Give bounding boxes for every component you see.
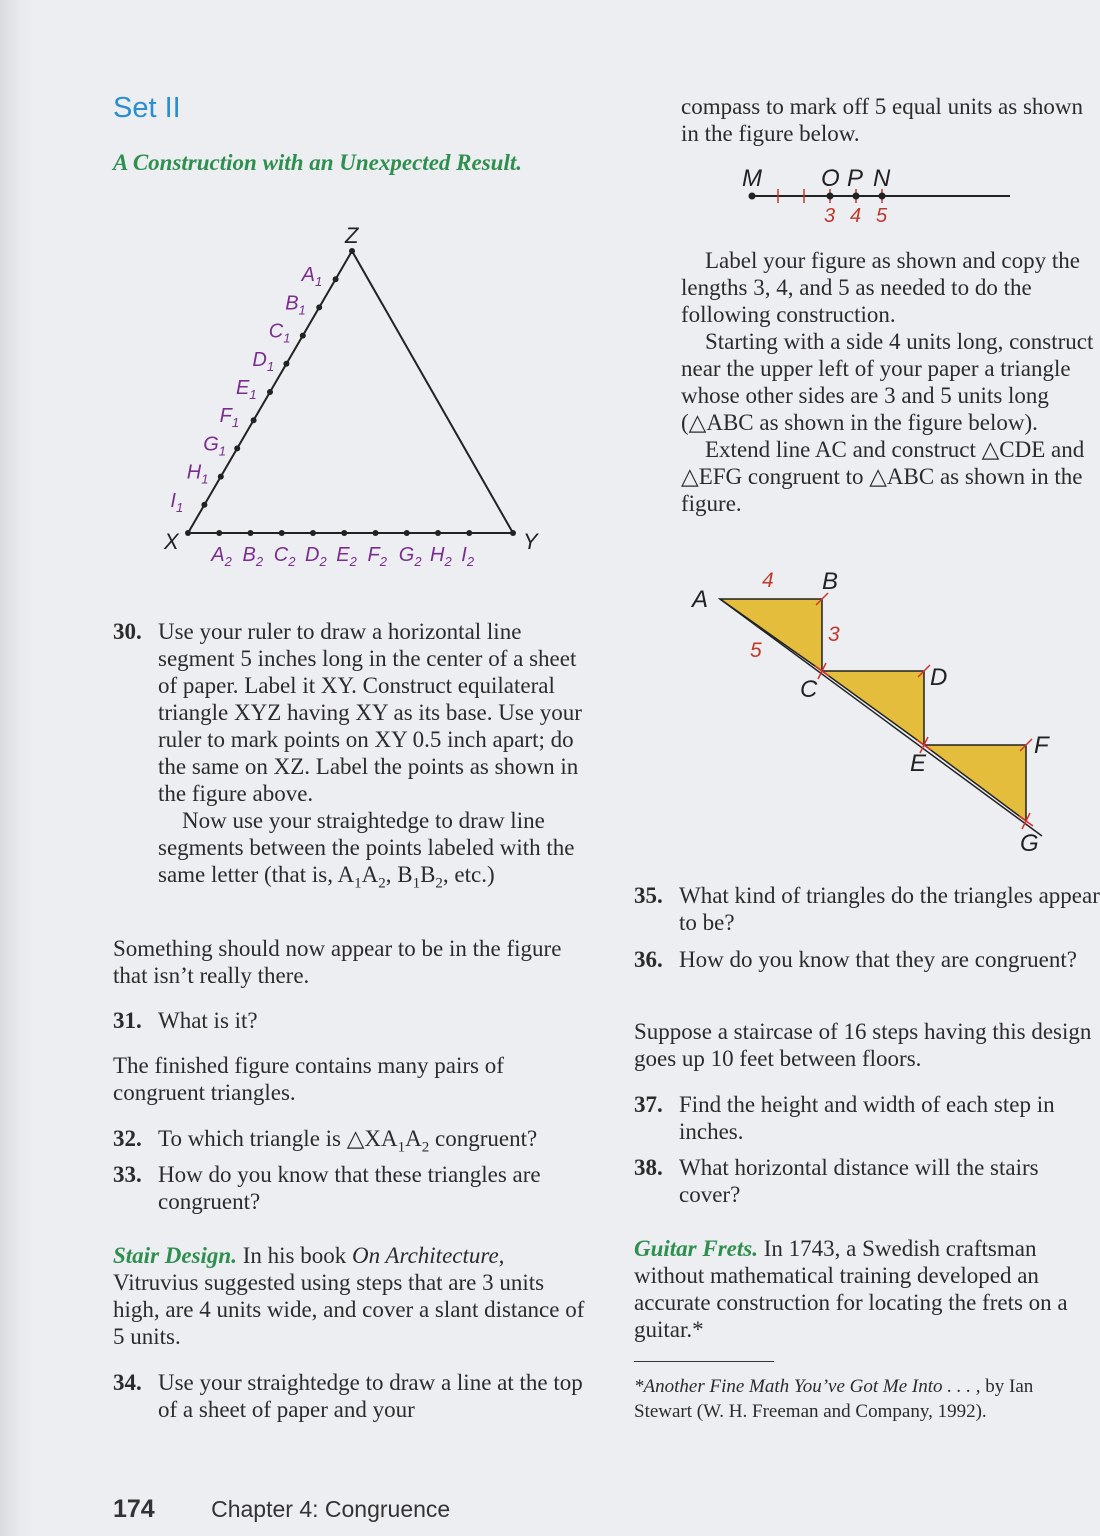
left-column	[113, 618, 593, 898]
set-title: Set II	[113, 92, 181, 124]
vertex-label-z: Z	[345, 223, 359, 248]
exercise-number: 30.	[113, 619, 142, 644]
paragraph-label-figure: Label your figure as shown and copy the lengths 3, 4, and 5 as needed to do the following construction.	[681, 248, 1080, 327]
staircase-geometry	[690, 568, 1050, 857]
exercise-32-text: To which triangle is $\triangle XA_1A_2$ congruent?	[158, 1126, 538, 1156]
congruent-triangle	[822, 671, 924, 745]
side-point-label: $E_1$	[236, 377, 257, 402]
base-point-dot	[216, 530, 222, 536]
label-f: F	[1034, 732, 1049, 759]
label-a: A	[692, 586, 709, 613]
base-point-label: $D_2$	[305, 544, 327, 569]
exercise-30	[113, 618, 593, 898]
exercise-number: 38.	[634, 1155, 663, 1180]
suppose-para-wrap	[634, 1018, 1100, 1072]
base-point-dot	[248, 530, 254, 536]
stair-design-heading: Stair Design.	[113, 1243, 237, 1268]
exercise-number: 37.	[634, 1092, 663, 1117]
exercise-number: 36.	[634, 947, 663, 972]
number-line-figure	[730, 158, 1030, 230]
base-point-label: $F_2$	[367, 544, 387, 569]
exercise-33-wrap	[113, 1161, 593, 1215]
stair-design-paragraph	[113, 1242, 593, 1350]
guitar-para-wrap	[634, 1235, 1100, 1343]
footnote-book-title: *Another Fine Math You’ve Got Me Into . . . ,	[634, 1376, 981, 1397]
label-p: P	[847, 165, 864, 192]
tick-label: 5	[876, 205, 888, 227]
staircase-figure	[680, 565, 1100, 865]
page-footer	[113, 1495, 450, 1524]
section-subheading: A Construction with an Unexpected Result.	[113, 150, 522, 175]
base-point-label: $I_2$	[461, 544, 475, 569]
side-point-label: $F_1$	[219, 405, 240, 431]
base-point-dot	[310, 530, 316, 536]
label-o: O	[821, 165, 840, 192]
side-point-label: $H_1$	[186, 461, 209, 487]
exercise-36	[634, 946, 1100, 973]
stair-text-a: In his book	[236, 1243, 352, 1268]
label-b: B	[822, 568, 839, 595]
side-point-label: $B_1$	[285, 292, 306, 318]
side-point-dot	[283, 361, 289, 367]
side-point-dot	[316, 304, 322, 310]
exercise-35-text: What kind of triangles do the triangles appear to be?	[679, 883, 1100, 935]
paragraph-congruent-pairs: The finished figure contains many pairs of congruent triangles.	[113, 1053, 504, 1105]
exercise-33-text: How do you know that these triangles are congruent?	[158, 1162, 541, 1214]
side-point-label: $D_1$	[252, 348, 275, 374]
exercise-31	[113, 1007, 593, 1034]
exercise-38-text: What horizontal distance will the stairs cover?	[679, 1155, 1039, 1207]
page-binding-shadow	[0, 0, 34, 1536]
tick-label: 4	[850, 205, 862, 227]
exercise-38-wrap	[634, 1154, 1100, 1208]
unit-point	[827, 193, 834, 200]
side-point-dot	[251, 417, 257, 423]
vertex-dot	[185, 530, 191, 536]
base-point-dot	[466, 530, 472, 536]
exercise-34-cont-text: compass to mark off 5 equal units as shown in the figure below.	[681, 94, 1084, 146]
side-point-dot	[218, 474, 224, 480]
guitar-frets-paragraph	[634, 1235, 1100, 1343]
base-point-dot	[279, 530, 285, 536]
triangle-xyz-figure	[150, 215, 570, 575]
paragraph-something: Something should now appear to be in the figure that isn’t really there.	[113, 936, 562, 988]
label-e: E	[910, 750, 927, 777]
extended-line-ac	[720, 599, 1042, 836]
exercise-34-continued	[634, 93, 1100, 147]
page-number: 174	[113, 1495, 155, 1523]
exercise-number: 33.	[113, 1162, 142, 1187]
footnote-rule	[634, 1361, 774, 1362]
base-point-dot	[435, 530, 441, 536]
base-point-dot	[341, 530, 347, 536]
exercise-number: 31.	[113, 1008, 142, 1033]
footnote-citation: by Ian Stewart (W. H. Freeman and Company, 1992).	[634, 1376, 1034, 1422]
exercise-32	[113, 1125, 593, 1162]
left-column-para1	[113, 935, 593, 989]
exercise-36-wrap	[634, 946, 1100, 973]
congruent-triangle	[924, 745, 1026, 821]
label-d: D	[930, 664, 948, 691]
vertex-label-y: Y	[523, 529, 538, 554]
exercise-37	[634, 1091, 1100, 1145]
base-point-dot	[373, 530, 379, 536]
exercise-37-wrap	[634, 1091, 1100, 1145]
footnote	[634, 1374, 1094, 1424]
chapter-title: Chapter 4: Congruence	[211, 1496, 451, 1522]
label-g: G	[1020, 830, 1039, 857]
base-point-label: $B_2$	[242, 544, 264, 569]
side-point-label: $A_1$	[301, 264, 323, 290]
exercise-38	[634, 1154, 1100, 1208]
book-title: On Architecture,	[351, 1243, 505, 1268]
base-point-label: $E_2$	[336, 544, 357, 569]
exercise-31-text: What is it?	[158, 1008, 258, 1033]
exercise-34-wrap	[113, 1369, 593, 1423]
exercise-35-wrap	[634, 882, 1100, 936]
paragraph-starting: Starting with a side 4 units long, construct near the upper left of your paper a triangle whose other sides are 3 and 5 units long (△ABC as shown in the figure below).	[681, 329, 1094, 435]
exercise-34	[113, 1369, 593, 1423]
exercise-33	[113, 1161, 593, 1215]
side-point-dot	[201, 502, 207, 508]
base-point-label: $A_2$	[211, 544, 232, 569]
side-point-dot	[267, 389, 273, 395]
length-4: 4	[762, 569, 774, 592]
side-point-label: $G_1$	[203, 433, 226, 459]
label-n: N	[873, 165, 891, 192]
right-column-instructions	[634, 247, 1100, 517]
paragraph-suppose: Suppose a staircase of 16 steps having this design goes up 10 feet between floors.	[634, 1019, 1092, 1071]
length-3: 3	[828, 623, 840, 646]
left-column-para2	[113, 1052, 593, 1106]
exercise-30-cont-text: Now use your straightedge to draw line segments between the points labeled with the same letter (that is, A	[158, 808, 575, 887]
point-m	[749, 193, 756, 200]
exercise-31-wrap	[113, 1007, 593, 1034]
base-point-dot	[404, 530, 410, 536]
exercise-number: 32.	[113, 1126, 142, 1151]
side-point-dot	[333, 276, 339, 282]
stair-design-para-wrap	[113, 1242, 593, 1350]
exercise-30-text: Use your ruler to draw a horizontal line segment 5 inches long in the center of a sheet of paper. Label it XY. Construct equilateral triangle XYZ having XY as its base. Use your ruler to mark points on XY 0.5 inch apart; do the same on XZ. Label the points as shown in the figure above.	[158, 619, 582, 806]
label-m: M	[742, 165, 762, 192]
vertex-dot	[349, 248, 355, 254]
number-line-geometry	[742, 165, 1010, 227]
base-point-label: $H_2$	[430, 544, 452, 569]
label-c: C	[800, 676, 818, 703]
guitar-frets-heading: Guitar Frets.	[634, 1236, 758, 1261]
unit-point	[879, 193, 886, 200]
exercise-32-wrap	[113, 1125, 593, 1162]
stair-text-b: Vitruvius suggested using steps that are 3 units high, are 4 units wide, and cover a slant distance of 5 units.	[113, 1270, 585, 1349]
exercise-30-continuation: Now use your straightedge to draw line segments between the points labeled with the same letter (that is, $A_1A_2$, $B_1B_2$, etc.)	[158, 808, 575, 892]
guitar-text: In 1743, a Swedish craftsman without mathematical training developed an accurate construction for locating the frets on a guitar.*	[634, 1236, 1068, 1342]
base-point-label: $C_2$	[273, 544, 296, 569]
exercise-36-text: How do you know that they are congruent?	[679, 947, 1077, 972]
exercise-30-cont-end: , etc.)	[442, 862, 495, 887]
exercise-32-text-a: To which triangle is △XA	[158, 1126, 398, 1151]
side-point-label: $C_1$	[268, 320, 291, 346]
side-point-label: $I_1$	[170, 489, 184, 515]
exercise-34-text: Use your straightedge to draw a line at the top of a sheet of paper and your	[158, 1370, 583, 1422]
length-5: 5	[750, 639, 762, 662]
vertex-label-x: X	[164, 529, 179, 554]
exercise-number: 35.	[634, 883, 663, 908]
exercise-35	[634, 882, 1100, 936]
side-point-dot	[234, 445, 240, 451]
exercise-32-text-b: congruent?	[429, 1126, 538, 1151]
side-point-dot	[300, 333, 306, 339]
vertex-dot	[510, 530, 516, 536]
figure1-geometry	[163, 223, 539, 569]
exercise-37-text: Find the height and width of each step in inches.	[679, 1092, 1055, 1144]
tick-label: 3	[824, 205, 836, 227]
unit-point	[853, 193, 860, 200]
base-point-label: $G_2$	[398, 544, 422, 569]
exercise-number: 34.	[113, 1370, 142, 1395]
paragraph-extend: Extend line AC and construct △CDE and △EFG congruent to △ABC as shown in the figure.	[681, 437, 1085, 516]
